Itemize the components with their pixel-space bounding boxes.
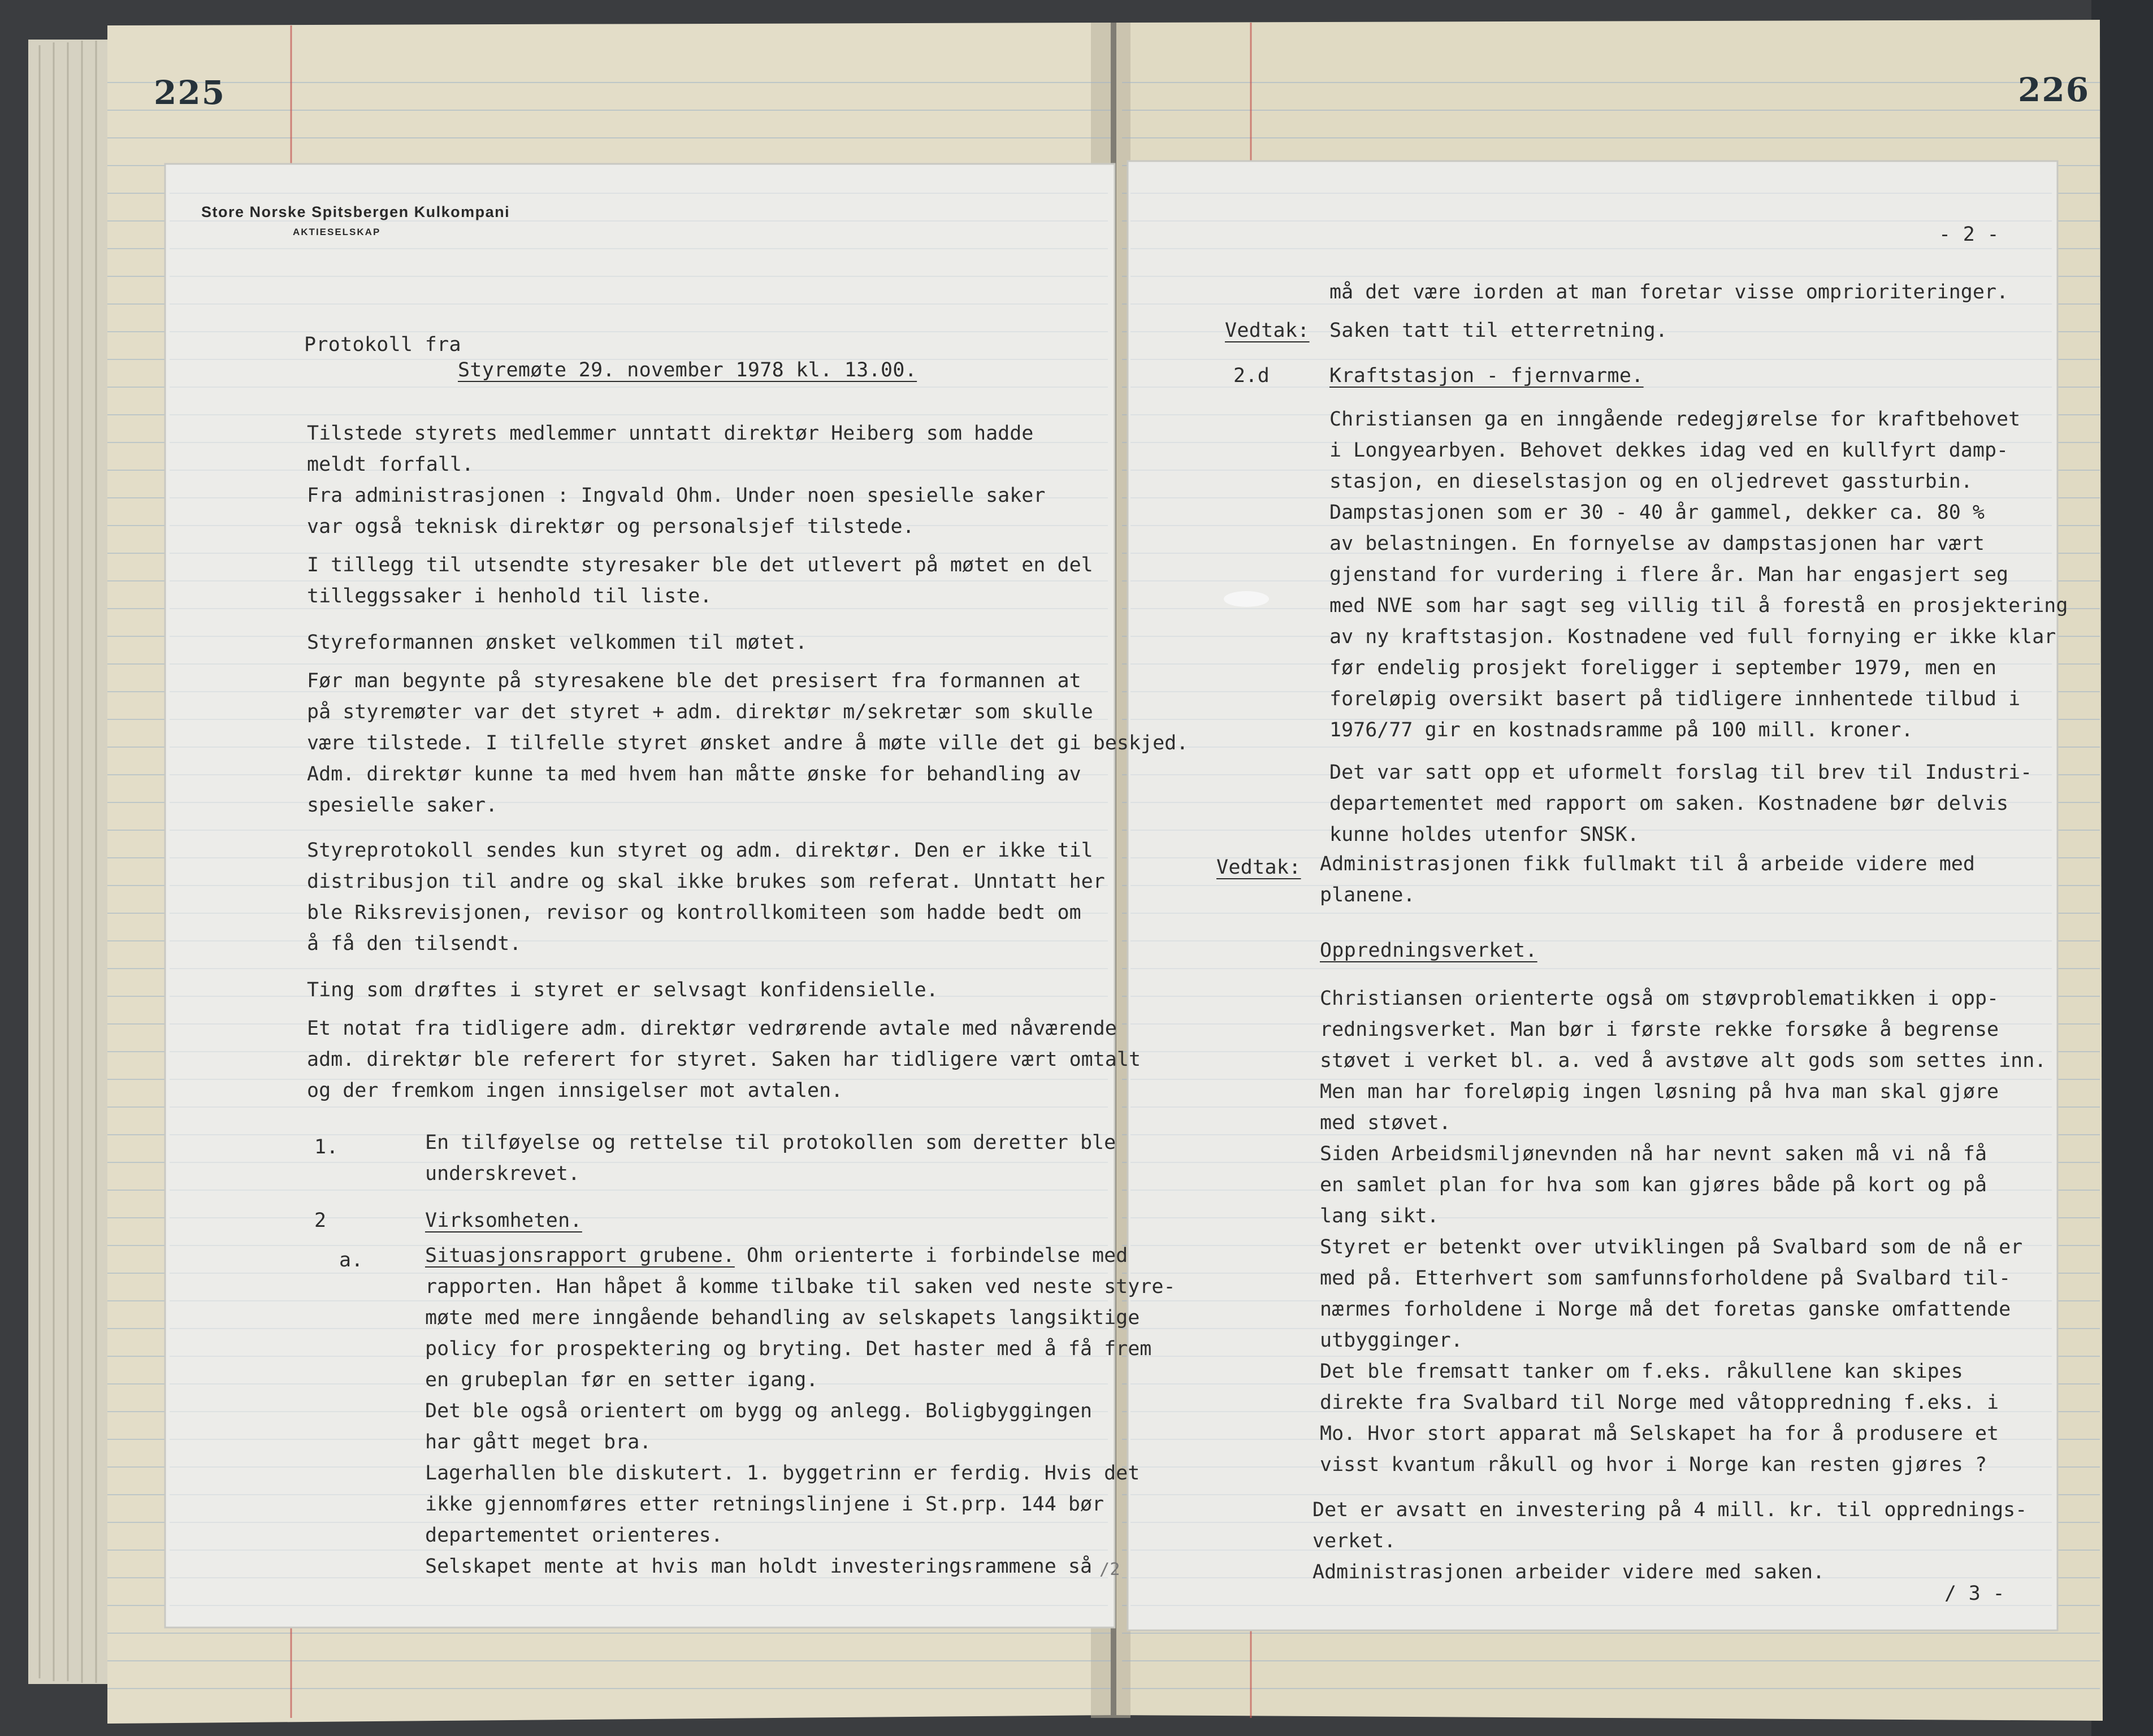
text-line: var også teknisk direktør og personalsjef tilstede.	[307, 515, 915, 538]
paragraph-omprioritering	[1329, 277, 2008, 308]
text-line: en samlet plan for hva som kan gjøres både på kort og på	[1320, 1174, 1987, 1196]
text-line: Mo. Hvor stort apparat må Selskapet ha for å produsere et	[1320, 1422, 1999, 1445]
item-2a-letter: a.	[339, 1249, 363, 1271]
text-line: og der fremkom ingen innsigelser mot avtalen.	[307, 1079, 843, 1102]
text-line: Christiansen orienterte også om støvproblematikken i opp-	[1320, 987, 1999, 1010]
text-line: 1976/77 gir en kostnadsramme på 100 mill. kroner.	[1329, 719, 1913, 741]
text-line: Ohm orienterte i forbindelse med	[734, 1244, 1128, 1267]
page-number-left: 225	[154, 73, 226, 112]
paragraph-forslag	[1329, 757, 2032, 850]
text-line: Styreprotokoll sendes kun styret og adm. direktør. Den er ikke til	[307, 839, 1093, 862]
item-2a-text	[425, 1240, 1176, 1582]
vedtak-2-label: Vedtak:	[1216, 856, 1301, 879]
paragraph-investering	[1312, 1495, 2027, 1588]
paragraph-kraftbehov	[1329, 404, 2068, 746]
text-line: meldt forfall.	[307, 453, 474, 476]
text-line: i Longyearbyen. Behovet dekkes idag ved en kullfyrt damp-	[1329, 439, 2009, 462]
text-line: direkte fra Svalbard til Norge med våtoppredning f.eks. i	[1320, 1391, 1999, 1414]
company-subtitle: AKTIESELSKAP	[293, 227, 381, 237]
text-line: Det ble også orientert om bygg og anlegg. Boligbyggingen	[425, 1400, 1093, 1422]
item-2-number: 2	[314, 1209, 327, 1232]
text-line: Tilstede styrets medlemmer unntatt direktør Heiberg som hadde	[307, 422, 1034, 445]
text-line: visst kvantum råkull og hvor i Norge kan resten gjøres ?	[1320, 1453, 1987, 1476]
text-line: støvet i verket bl. a. ved å avstøve alt gods som settes inn.	[1320, 1049, 2047, 1072]
text-line: Fra administrasjonen : Ingvald Ohm. Under noen spesielle saker	[307, 484, 1046, 507]
paragraph-welcome	[307, 627, 807, 658]
text-line: nærmes forholdene i Norge må det foretas ganske omfattende	[1320, 1298, 2011, 1321]
text-line: møte med mere inngående behandling av selskapets langsiktige	[425, 1307, 1140, 1329]
text-line: en grubeplan før en setter igang.	[425, 1369, 818, 1391]
continuation-mark: / 3 -	[1944, 1582, 2005, 1605]
paragraph-oppredning	[1320, 983, 2046, 1481]
meeting-title: Styremøte 29. november 1978 kl. 13.00.	[458, 359, 917, 381]
left-continuation-mark: /2	[1099, 1560, 1120, 1579]
text-line: departementet orienteres.	[425, 1524, 723, 1547]
text-line: Adm. direktør kunne ta med hvem han måtte ønske for behandling av	[307, 763, 1081, 785]
vedtak-1-label: Vedtak:	[1225, 319, 1310, 342]
text-line: har gått meget bra.	[425, 1431, 652, 1453]
text-line: av belastningen. En fornyelse av dampstasjonen har vært	[1329, 532, 1985, 555]
text-line: lang sikt.	[1320, 1205, 1439, 1227]
text-line: foreløpig oversikt basert på tidligere innhentede tilbud i	[1329, 688, 2021, 710]
text-line: policy for prospektering og bryting. Det haster med å få frem	[425, 1338, 1152, 1360]
text-line: gjenstand for vurdering i flere år. Man har engasjert seg	[1329, 563, 2009, 586]
text-line: må det være iorden at man foretar visse omprioriteringer.	[1329, 281, 2009, 303]
text-line: Men man har foreløpig ingen løsning på hva man skal gjøre	[1320, 1080, 1999, 1103]
text-line: Styreformannen ønsket velkommen til møtet.	[307, 631, 808, 654]
sheet-number: - 2 -	[1939, 223, 1999, 246]
text-line: Det ble fremsatt tanker om f.eks. råkullene kan skipes	[1320, 1360, 1963, 1383]
text-line: med NVE som har sagt seg villig til å forestå en prosjektering	[1329, 594, 2068, 617]
text-line: Ting som drøftes i styret er selvsagt konfidensielle.	[307, 979, 938, 1001]
text-line: Selskapet mente at hvis man holdt investeringsrammene så	[425, 1555, 1093, 1578]
text-line: kunne holdes utenfor SNSK.	[1329, 823, 1639, 846]
text-line: Siden Arbeidsmiljønevnden nå har nevnt saken må vi nå få	[1320, 1143, 1987, 1165]
text-line: distribusjon til andre og skal ikke brukes som referat. Unntatt her	[307, 870, 1105, 893]
item-2d-number: 2.d	[1233, 364, 1270, 387]
text-line: departementet med rapport om saken. Kostnadene bør delvis	[1329, 792, 2009, 815]
item-1-number: 1.	[314, 1136, 339, 1158]
text-line: Det er avsatt en investering på 4 mill. kr. til opprednings-	[1312, 1499, 2028, 1521]
text-line: planene.	[1320, 884, 1415, 906]
text-line: med på. Etterhvert som samfunnsforholdene på Svalbard til-	[1320, 1267, 2011, 1290]
company-name: Store Norske Spitsbergen Kulkompani	[201, 203, 510, 220]
text-line: Christiansen ga en inngående redegjørelse for kraftbehovet	[1329, 408, 2021, 431]
text-line: på styremøter var det styret + adm. direktør m/sekretær som skulle	[307, 701, 1093, 723]
text-line: Styret er betenkt over utviklingen på Svalbard som de nå er	[1320, 1236, 2023, 1258]
vedtak-1-text: Saken tatt til etterretning.	[1329, 319, 1668, 342]
text-line: En tilføyelse og rettelse til protokollen som deretter ble	[425, 1131, 1116, 1154]
text-line: ikke gjennomføres etter retningslinjene i St.prp. 144 bør	[425, 1493, 1104, 1516]
vedtak-2-text	[1320, 849, 1975, 911]
oppredning-title: Oppredningsverket.	[1320, 939, 1537, 962]
paragraph-notat	[307, 1013, 1141, 1106]
text-line: I tillegg til utsendte styresaker ble det utlevert på møtet en del	[307, 554, 1093, 576]
text-line: Lagerhallen ble diskutert. 1. byggetrinn er ferdig. Hvis det	[425, 1462, 1140, 1485]
text-line: underskrevet.	[425, 1162, 580, 1185]
text-line: å få den tilsendt.	[307, 932, 522, 955]
item-2a-title: Situasjonsrapport grubene.	[425, 1244, 735, 1267]
text-line: Dampstasjonen som er 30 - 40 år gammel, dekker ca. 80 %	[1329, 501, 1985, 524]
text-line: Det var satt opp et uformelt forslag til brev til Industri-	[1329, 761, 2033, 784]
text-line: rapporten. Han håpet å komme tilbake til saken ved neste styre-	[425, 1275, 1176, 1298]
text-line: tilleggssaker i henhold til liste.	[307, 585, 712, 607]
item-2d-title: Kraftstasjon - fjernvarme.	[1329, 364, 1644, 387]
protocol-heading: Protokoll fra	[304, 333, 461, 356]
text-line: med støvet.	[1320, 1112, 1451, 1134]
paragraph-tilleggssaker	[307, 550, 1093, 612]
text-line: av ny kraftstasjon. Kostnadene ved full fornying er ikke klar	[1329, 626, 2056, 648]
paragraph-attendance	[307, 418, 1045, 542]
text-line: stasjon, en dieselstasjon og en oljedrevet gassturbin.	[1329, 470, 1973, 493]
text-line: Administrasjonen fikk fullmakt til å arbeide videre med	[1320, 853, 1975, 875]
paragraph-styreprotokoll	[307, 835, 1105, 960]
text-line: utbygginger.	[1320, 1329, 1463, 1352]
letterhead	[201, 203, 510, 238]
text-line: adm. direktør ble referert for styret. Saken har tidligere vært omtalt	[307, 1048, 1141, 1071]
text-line: redningsverket. Man bør i første rekke forsøke å begrense	[1320, 1018, 1999, 1041]
text-line: Et notat fra tidligere adm. direktør vedrørende avtale med nåværende	[307, 1017, 1117, 1040]
text-line: ble Riksrevisjonen, revisor og kontrollkomiteen som hadde bedt om	[307, 901, 1081, 924]
text-line: Administrasjonen arbeider videre med saken.	[1312, 1561, 1825, 1583]
paragraph-confidential	[307, 975, 938, 1006]
text-line: være tilstede. I tilfelle styret ønsket andre å møte ville det gi beskjed.	[307, 732, 1189, 754]
text-line: Før man begynte på styresakene ble det presisert fra formannen at	[307, 670, 1081, 692]
item-1-text	[425, 1127, 1116, 1190]
text-line: verket.	[1312, 1530, 1396, 1552]
paragraph-styremoter	[307, 666, 1188, 821]
text-line: spesielle saker.	[307, 794, 498, 817]
page-number-right: 226	[2018, 71, 2090, 109]
text-line: før endelig prosjekt foreligger i september 1979, men en	[1329, 657, 1997, 679]
item-2-title: Virksomheten.	[425, 1209, 582, 1232]
